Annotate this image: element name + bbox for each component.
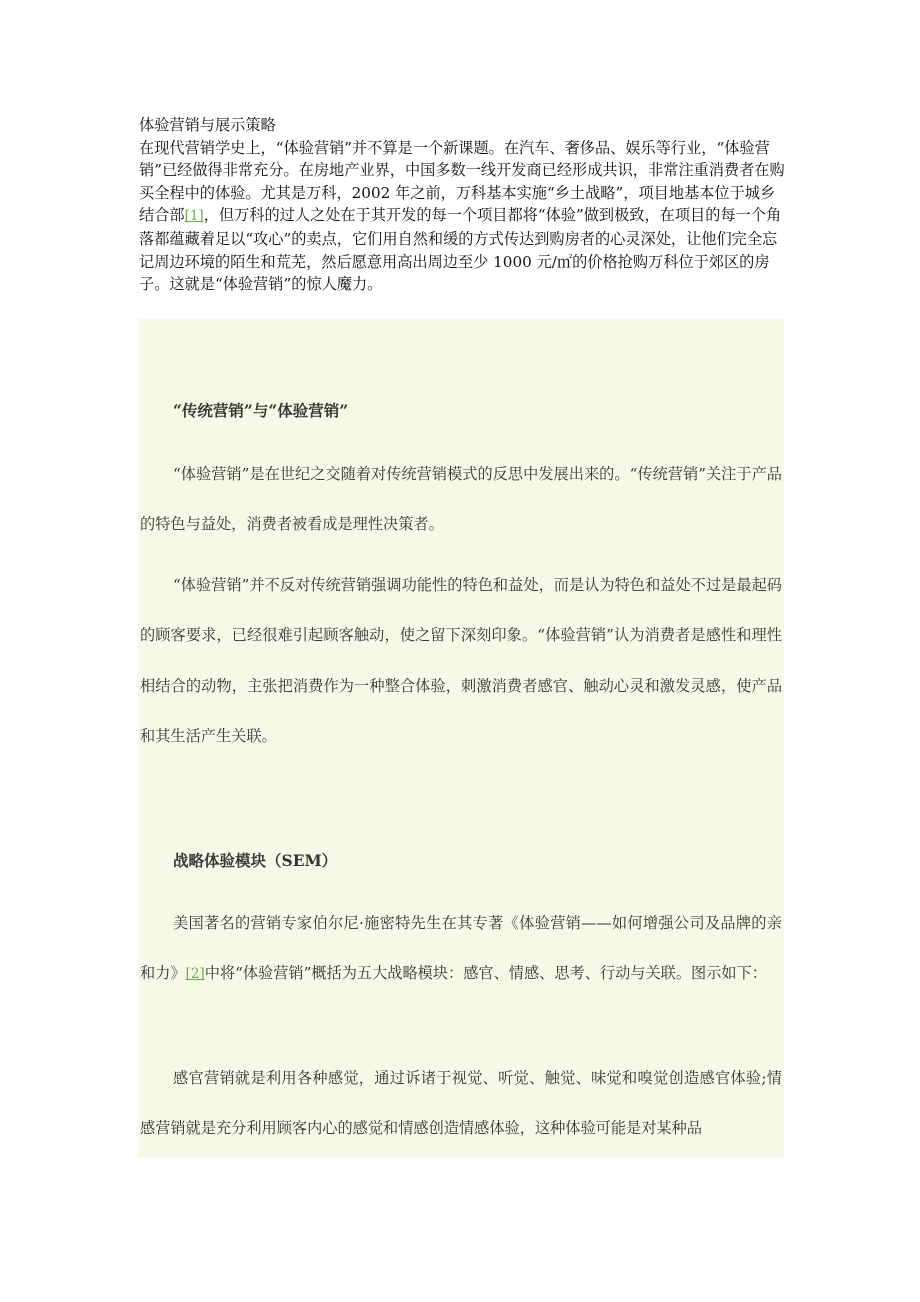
intro-text-part-2: ，但万科的过人之处在于其开发的每一个项目都将“体验”做到极致，在项目的每一个角落都蕴藏着足以“攻心”的卖点，它们用自然和缓的方式传达到购房者的心灵深处，让他们完全忘记周边环境的陌生和荒芜，然后愿意用高出周边至少 1000 元/㎡的价格抢购万科位于郊区的房子。这就是“体验营销”的惊人魔力。 xyxy=(139,206,782,294)
paragraph-sem-intro xyxy=(140,898,782,1000)
section-heading-traditional-vs-experiential: “传统营销”与“体验营销” xyxy=(173,401,349,420)
intro-text-part-1: 在现代营销学史上，“体验营销”并不算是一个新课题。在汽车、奢侈品、娱乐等行业，“体验营销”已经做得非常充分。在房地产业界，中国多数一线开发商已经形成共识，非常注重消费者在购买全程中的体验。尤其是万科，2002 年之前，万科基本实施“乡土战略”，项目地基本位于城乡结合部 xyxy=(139,138,785,225)
paragraph-experiential-origin: “体验营销”是在世纪之交随着对传统营销模式的反思中发展出来的。“传统营销”关注于产品的特色与益处，消费者被看成是理性决策者。 xyxy=(140,465,782,534)
paragraph-sensory-emotional: 感官营销就是利用各种感觉，通过诉诸于视觉、听觉、触觉、味觉和嗅觉创造感官体验;情感营销就是充分利用顾客内心的感觉和情感创造情感体验，这种体验可能是对某种品 xyxy=(140,1069,782,1138)
footnote-link-1[interactable]: [1] xyxy=(184,208,204,225)
highlighted-content-box xyxy=(138,319,784,1157)
intro-paragraph xyxy=(139,137,789,296)
footnote-link-2[interactable]: [2] xyxy=(185,966,205,983)
sem-intro-text-part-2: 中将“体验营销”概括为五大战略模块：感官、情感、思考、行动与关联。图示如下： xyxy=(204,964,767,983)
article-title: 体验营销与展示策略 xyxy=(139,116,276,134)
section-heading-sem: 战略体验模块（SEM） xyxy=(173,851,338,870)
intro-section xyxy=(139,114,789,296)
sem-intro-text-part-1: 美国著名的营销专家伯尔尼·施密特先生在其专著《体验营销——如何增强公司及品牌的亲和力》 xyxy=(140,914,782,983)
paragraph-experiential-view: “体验营销”并不反对传统营销强调功能性的特色和益处，而是认为特色和益处不过是最起码的顾客要求，已经很难引起顾客触动，使之留下深刻印象。“体验营销”认为消费者是感性和理性相结合的动物，主张把消费作为一种整合体验，刺激消费者感官、触动心灵和激发灵感，使产品和其生活产生关联。 xyxy=(140,576,782,745)
